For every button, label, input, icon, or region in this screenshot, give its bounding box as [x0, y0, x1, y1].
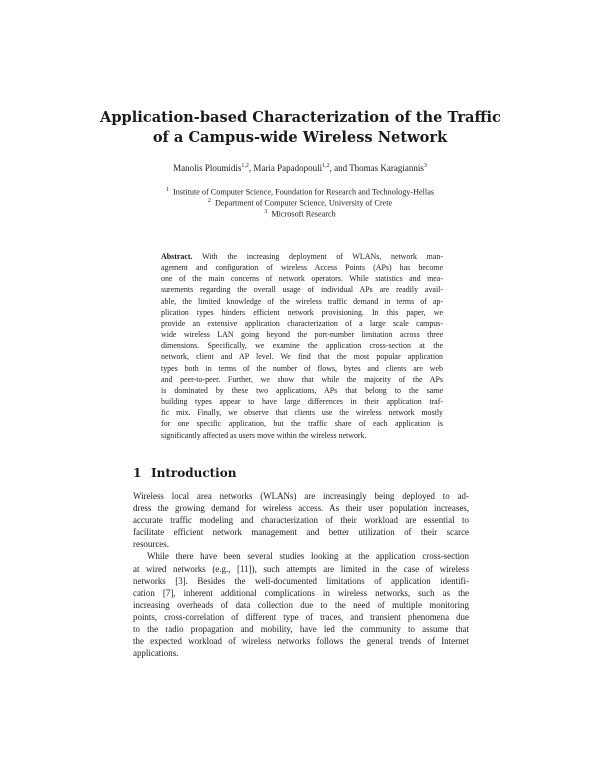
abstract-line: dimensions. Specifically, we examine the application cross-section at the: [161, 341, 443, 351]
title-line: of a Campus-wide Wireless Network: [152, 129, 448, 146]
abstract-line: provide an extensive application characterization of a large scale campus-: [161, 318, 443, 328]
paper-title: [100, 108, 500, 148]
body-line: applications.: [133, 648, 179, 659]
title-line: Application-based Characterization of the Traffic: [100, 109, 501, 126]
body-line: to the radio propagation and mobility, have led the community to assume that: [133, 624, 469, 635]
body-line: While there have been several studies looking at the application cross-section: [147, 551, 469, 562]
abstract-line: significantly affected as users move within the wireless network.: [161, 430, 367, 440]
abstract-line: plication types hinders efficient network provisioning. In this paper, we: [161, 307, 443, 317]
abstract-line: building types appear to have large differences in their application traf-: [161, 397, 443, 407]
body-line: points, cross-correlation of different type of traces, and transient phenomena due: [133, 611, 469, 622]
abstract-line: is dominated by these two applications, APs that belong to the same: [161, 385, 443, 395]
abstract-label: Abstract.: [161, 252, 193, 261]
author-name: Maria Papadopouli: [253, 163, 323, 173]
abstract-line: fic mix. Finally, we observe that clients use the wireless network mostly: [161, 408, 443, 418]
abstract-line: agement and configuration of wireless Access Points (APs) has become: [161, 263, 443, 273]
affiliation-text: Department of Computer Science, University of Crete: [214, 198, 393, 208]
author-separator: , and: [329, 163, 350, 173]
author-separator: ,: [248, 163, 254, 173]
abstract-text: With the increasing deployment of WLANs, network man-: [202, 252, 443, 261]
section-body: [133, 490, 469, 659]
body-line: at wired networks (e.g., [11]), such attempts are limited in the case of wireless: [133, 563, 469, 574]
abstract-line: wide wireless LAN going beyond the port-number limitation across three: [161, 330, 443, 340]
body-line: the expected workload of wireless networks follows the general trends of Internet: [133, 636, 469, 647]
section-number: 1: [133, 466, 142, 480]
author-affiliation-mark: 3: [423, 163, 427, 169]
affiliation-mark: 1: [165, 187, 169, 193]
body-line: cation [7], inherent additional complications in wireless networks, such as the: [133, 587, 469, 598]
body-line: Wireless local area networks (WLANs) are increasingly being deployed to ad-: [133, 491, 469, 501]
abstract-line: types both in terms of the number of flows, bytes and clients are web: [161, 363, 443, 373]
abstract-line: one of the main concerns of network operators. While statistics and mea-: [161, 274, 443, 284]
abstract-line: surements regarding the overall usage of individual APs are readily avail-: [161, 285, 443, 295]
author-affiliation-mark: 1,2: [241, 163, 249, 169]
author-affiliation-mark: 1,2: [322, 163, 330, 169]
abstract-line: and peer-to-peer. Further, we show that while the majority of the APs: [161, 374, 443, 384]
body-line: increasing overheads of data collection due to the need of multiple monitoring: [133, 599, 469, 610]
affiliation-text: Institute of Computer Science, Foundation for Research and Technology-Hellas: [173, 187, 435, 197]
body-line: facilitate efficient network management and better utilization of their scarce: [133, 527, 469, 538]
body-line: accurate traffic modeling and characterization of their workload are essential to: [133, 515, 469, 526]
section-title: Introduction: [151, 466, 237, 480]
affiliation: [60, 209, 540, 219]
abstract-line: able, the limited knowledge of the wireless traffic demand in terms of ap-: [161, 296, 443, 306]
body-line: resources.: [133, 539, 169, 550]
abstract-line: network, client and AP level. We find that the most popular application: [161, 352, 443, 362]
body-line: networks [3]. Besides the well-documented limitations of application identifi-: [133, 575, 469, 586]
author-name: Manolis Ploumidis: [173, 163, 242, 173]
affiliation-mark: 2: [207, 198, 211, 204]
abstract-line: for one specific application, but the traffic share of each application is: [161, 419, 443, 429]
abstract: [161, 251, 443, 441]
section-heading: [133, 466, 236, 480]
body-line: dress the growing demand for wireless access. As their user population increases,: [133, 503, 469, 514]
author-list: [60, 163, 540, 173]
affiliation: [60, 187, 540, 197]
affiliation: [60, 198, 540, 208]
affiliation-mark: 3: [264, 209, 268, 215]
author-name: Thomas Karagiannis: [349, 163, 424, 173]
abstract-line: [161, 251, 443, 262]
affiliation-text: Microsoft Research: [271, 209, 336, 219]
